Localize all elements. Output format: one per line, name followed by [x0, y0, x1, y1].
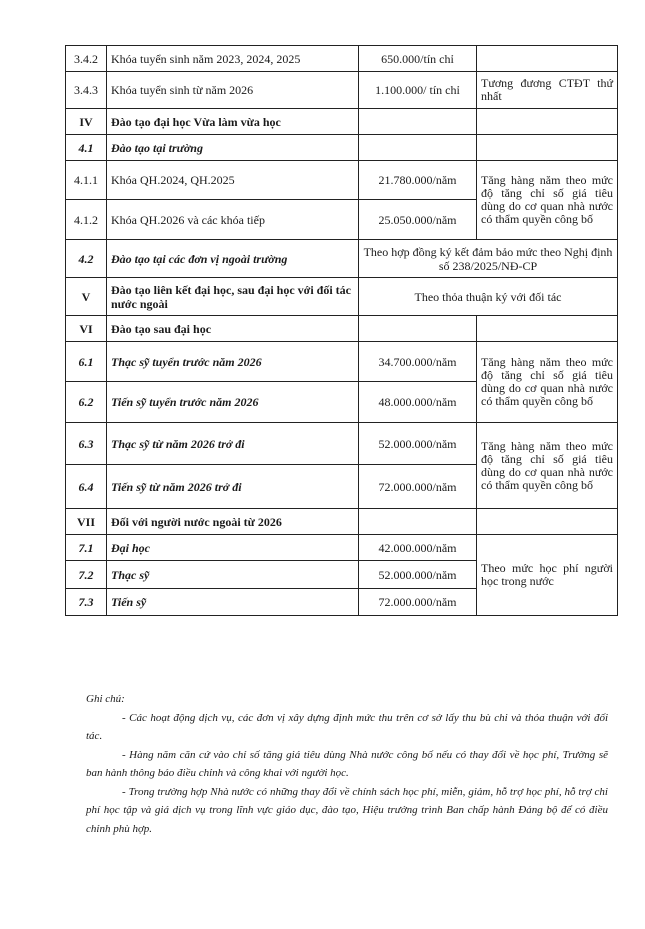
row-note: Tăng hàng năm theo mức độ tăng chỉ số giá tiêu dùng do cơ quan nhà nước có thẩm quyền công bố: [477, 342, 618, 423]
empty-cell: [477, 135, 618, 161]
row-item: Thạc sỹ từ năm 2026 trở đi: [107, 423, 359, 465]
table-row: [66, 278, 618, 316]
note-paragraph: - Hàng năm căn cứ vào chỉ số tăng giá tiêu dùng Nhà nước công bố nếu có thay đổi về học phí, Trường sẽ ban hành thông báo điều chỉnh và công khai với người học.: [86, 748, 608, 779]
row-fee: 1.100.000/ tín chỉ: [359, 72, 477, 109]
row-fee: 72.000.000/năm: [359, 465, 477, 509]
table-row: [66, 316, 618, 342]
row-number: VI: [66, 316, 107, 342]
row-number: 4.1: [66, 135, 107, 161]
note-paragraph: - Trong trường hợp Nhà nước có những thay đổi về chính sách học phí, miễn, giảm, hỗ trợ học phí, hỗ trợ chi phí học tập và giá dịch vụ trong lĩnh vực giáo dục, đào tạo, Hiệu trưởng trình Ban chấp hành Đảng bộ để có điều chỉnh phù hợp.: [86, 785, 608, 835]
row-number: 7.2: [66, 561, 107, 589]
table-row: [66, 423, 618, 465]
row-item: Thạc sỹ tuyển trước năm 2026: [107, 342, 359, 382]
row-item: Khóa tuyển sinh từ năm 2026: [107, 72, 359, 109]
row-note: [477, 46, 618, 72]
row-item: Đào tạo liên kết đại học, sau đại học với đối tác nước ngoài: [107, 278, 359, 316]
row-number: 4.1.2: [66, 200, 107, 240]
row-note: Tăng hàng năm theo mức độ tăng chỉ số giá tiêu dùng do cơ quan nhà nước có thẩm quyền công bố: [477, 161, 618, 240]
row-item: Tiến sỹ tuyển trước năm 2026: [107, 382, 359, 423]
row-number: VII: [66, 509, 107, 535]
table-row: [66, 135, 618, 161]
tuition-fee-table: [65, 45, 618, 616]
row-fee: 650.000/tín chỉ: [359, 46, 477, 72]
row-item: Đại học: [107, 535, 359, 561]
empty-cell: [477, 509, 618, 535]
row-fee: 72.000.000/năm: [359, 589, 477, 616]
row-fee: Theo hợp đồng ký kết đảm bảo mức theo Nghị định số 238/2025/NĐ-CP: [359, 240, 618, 278]
row-item: Thạc sỹ: [107, 561, 359, 589]
row-number: 6.1: [66, 342, 107, 382]
table-row: [66, 240, 618, 278]
row-number: IV: [66, 109, 107, 135]
table-row: [66, 161, 618, 200]
row-item: Khóa tuyển sinh năm 2023, 2024, 2025: [107, 46, 359, 72]
row-number: 4.2: [66, 240, 107, 278]
empty-cell: [359, 509, 477, 535]
row-item: Khóa QH.2024, QH.2025: [107, 161, 359, 200]
row-item: Đào tạo sau đại học: [107, 316, 359, 342]
row-number: 7.3: [66, 589, 107, 616]
table-row: [66, 535, 618, 561]
table-row: [66, 72, 618, 109]
notes-section: [86, 690, 608, 838]
row-fee: 34.700.000/năm: [359, 342, 477, 382]
row-fee: 52.000.000/năm: [359, 423, 477, 465]
row-number: 7.1: [66, 535, 107, 561]
row-number: 6.4: [66, 465, 107, 509]
row-item: Khóa QH.2026 và các khóa tiếp: [107, 200, 359, 240]
row-item: Đào tạo tại các đơn vị ngoài trường: [107, 240, 359, 278]
notes-label: Ghi chú:: [86, 693, 125, 705]
row-item: Đối với người nước ngoài từ 2026: [107, 509, 359, 535]
row-note: Theo mức học phí người học trong nước: [477, 535, 618, 616]
row-number: 3.4.2: [66, 46, 107, 72]
row-item: Đào tạo tại trường: [107, 135, 359, 161]
row-number: 6.3: [66, 423, 107, 465]
row-fee: 48.000.000/năm: [359, 382, 477, 423]
row-fee: 25.050.000/năm: [359, 200, 477, 240]
row-fee: 42.000.000/năm: [359, 535, 477, 561]
row-item: Tiến sỹ: [107, 589, 359, 616]
row-fee: 21.780.000/năm: [359, 161, 477, 200]
row-number: 6.2: [66, 382, 107, 423]
row-item: Đào tạo đại học Vừa làm vừa học: [107, 109, 359, 135]
empty-cell: [359, 316, 477, 342]
row-fee: 52.000.000/năm: [359, 561, 477, 589]
table-row: [66, 109, 618, 135]
row-number: V: [66, 278, 107, 316]
row-number: 4.1.1: [66, 161, 107, 200]
note-paragraph: - Các hoạt động dịch vụ, các đơn vị xây dựng định mức thu trên cơ sở lấy thu bù chi và thỏa thuận với đối tác.: [86, 711, 608, 742]
row-note: Tương đương CTĐT thứ nhất: [477, 72, 618, 109]
empty-cell: [359, 135, 477, 161]
empty-cell: [359, 109, 477, 135]
empty-cell: [477, 316, 618, 342]
table-row: [66, 509, 618, 535]
empty-cell: [477, 109, 618, 135]
row-item: Tiến sỹ từ năm 2026 trở đi: [107, 465, 359, 509]
row-number: 3.4.3: [66, 72, 107, 109]
row-note: Tăng hàng năm theo mức độ tăng chỉ số giá tiêu dùng do cơ quan nhà nước có thẩm quyền công bố: [477, 423, 618, 509]
row-fee: Theo thỏa thuận ký với đối tác: [359, 278, 618, 316]
table-row: [66, 342, 618, 382]
table-row: [66, 46, 618, 72]
